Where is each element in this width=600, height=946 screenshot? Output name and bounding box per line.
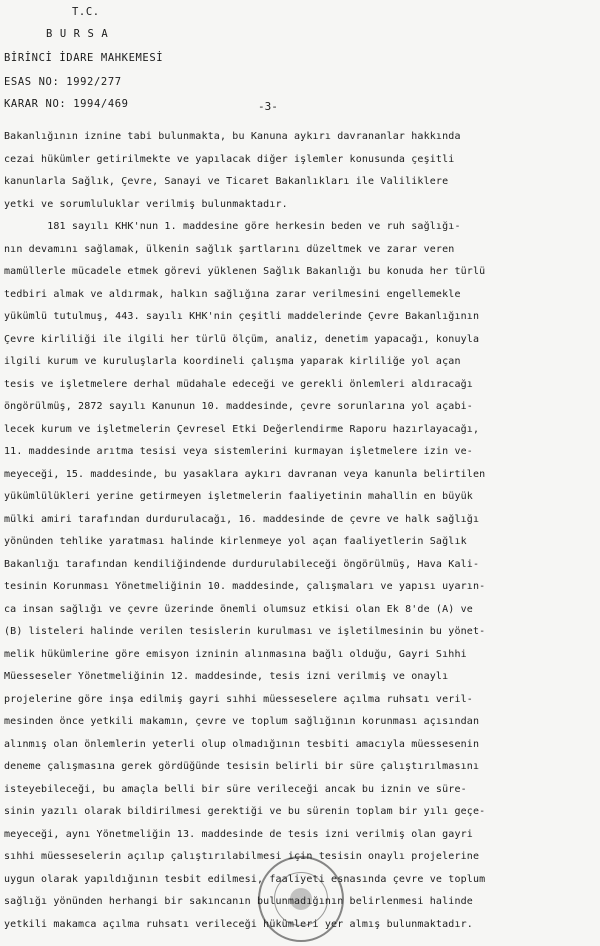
- body-line: kanunlarla Sağlık, Çevre, Sanayi ve Ticaret Bakanlıkları ile Valiliklere: [4, 176, 449, 187]
- body-line: sinin yazılı olarak bildirilmesi gerektiği ve bu sürenin toplam bir yılı geçe-: [4, 806, 486, 817]
- body-line: tedbiri almak ve aldırmak, halkın sağlığına zarar verilmesini engellemekle: [4, 288, 461, 300]
- case-number: ESAS NO: 1992/277: [4, 76, 122, 88]
- body-line: öngörülmüş, 2872 sayılı Kanunun 10. maddesinde, çevre sorunlarına yol açabi-: [4, 401, 473, 412]
- body-line: 11. maddesinde arıtma tesisi veya sistemlerini kurmayan işletmelere izin ve-: [4, 446, 473, 457]
- body-line: yükümlülükleri yerine getirmeyen işletmelerin faaliyetinin mahallin en büyük: [4, 491, 473, 502]
- header-city: B U R S A: [46, 28, 109, 40]
- body-line: ca insan sağlığı ve çevre üzerinde önemli olumsuz etkisi olan Ek 8'de (A) ve: [4, 603, 473, 615]
- body-line: yönünden tehlike yaratması halinde kirlenmeye yol açan faaliyetlerin Sağlık: [4, 536, 467, 547]
- body-line: mülki amiri tarafından durdurulacağı, 16. maddesinde de çevre ve halk sağlığı: [4, 513, 480, 525]
- body-line: tesis ve işletmelere derhal müdahale edeceği ve gerekli önlemleri aldıracağı: [4, 378, 473, 390]
- body-line: mamüllerle mücadele etmek görevi yüklenen Sağlık Bakanlığı bu konuda her türlü: [4, 266, 486, 277]
- decision-number: KARAR NO: 1994/469: [4, 98, 129, 110]
- body-line: 181 sayılı KHK'nun 1. maddesine göre herkesin beden ve ruh sağlığı-: [4, 221, 461, 232]
- page-number: -3-: [258, 100, 278, 113]
- body-line: Müesseseler Yönetmeliğinin 12. maddesinde, tesis izni verilmiş ve onaylı: [4, 671, 449, 682]
- body-line: yetkili makamca açılma ruhsatı verileceği hükümleri yer almış bulunmaktadır.: [4, 918, 473, 930]
- court-name: BİRİNCİ İDARE MAHKEMESİ: [4, 52, 164, 64]
- body-line: Bakanlığı tarafından kendiliğindende durdurulabileceği öngörülmüş, Hava Kali-: [4, 558, 480, 570]
- body-line: yükümlü tutulmuş, 443. sayılı KHK'nin çeşitli maddelerinde Çevre Bakanlığının: [4, 311, 480, 322]
- body-line: deneme çalışmasına gerek gördüğünde tesisin belirli bir süre çalıştırılmasını: [4, 761, 480, 772]
- body-line: Bakanlığının iznine tabi bulunmakta, bu Kanuna aykırı davrananlar hakkında: [4, 131, 461, 142]
- body-line: mesinden önce yetkili makamın, çevre ve toplum sağlığının korunması açısından: [4, 716, 480, 727]
- document-body: [4, 126, 596, 936]
- body-line: Çevre kirliliği ile ilgili her türlü ölçüm, analiz, denetim yapacağı, konuyla: [4, 333, 480, 345]
- body-line: meyeceği, 15. maddesinde, bu yasaklara aykırı davranan veya kanunla belirtilen: [4, 468, 486, 480]
- body-line: sıhhi müesseselerin açılıp çalıştırılabilmesi için tesisin onaylı projelerine: [4, 851, 480, 862]
- body-line: (B) listeleri halinde verilen tesislerin kurulması ve işletilmesinin bu yönet-: [4, 626, 486, 637]
- body-line: tesinin Korunması Yönetmeliğinin 10. maddesinde, çalışmaları ve yapısı uyarın-: [4, 581, 486, 592]
- body-line: nın devamını sağlamak, ülkenin sağlık şartlarını düzeltmek ve zarar veren: [4, 243, 455, 255]
- body-line: uygun olarak yapıldığının tesbit edilmesi, faaliyeti esnasında çevre ve toplum: [4, 873, 486, 885]
- body-line: isteyebileceği, bu amaçla belli bir süre verileceği ancak bu iznin ve süre-: [4, 783, 467, 795]
- body-line: alınmış olan önlemlerin yeterli olup olmadığının tesbiti amacıyla müessesenin: [4, 738, 480, 750]
- body-line: cezai hükümler getirilmekte ve yapılacak diğer işlemler konusunda çeşitli: [4, 153, 455, 165]
- body-line: ilgili kurum ve kuruluşlarla koordineli çalışma yaparak kirliliğe yol açan: [4, 356, 461, 367]
- body-line: sağlığı yönünden herhangi bir sakıncanın bulunmadığının belirlenmesi halinde: [4, 896, 473, 907]
- body-line: lecek kurum ve işletmelerin Çevresel Etki Değerlendirme Raporu hazırlayacağı,: [4, 423, 480, 435]
- header-tc: T.C.: [72, 6, 100, 18]
- body-line: meyeceği, aynı Yönetmeliğin 13. maddesinde de tesis izni verilmiş olan gayri: [4, 828, 473, 840]
- body-line: yetki ve sorumluluklar verilmiş bulunmaktadır.: [4, 198, 288, 210]
- body-line: melik hükümlerine göre emisyon izninin alınmasına bağlı olduğu, Gayri Sıhhi: [4, 648, 467, 660]
- body-line: projelerine göre inşa edilmiş gayri sıhhi müesseselere açılma ruhsatı veril-: [4, 693, 473, 705]
- court-seal: [258, 856, 344, 942]
